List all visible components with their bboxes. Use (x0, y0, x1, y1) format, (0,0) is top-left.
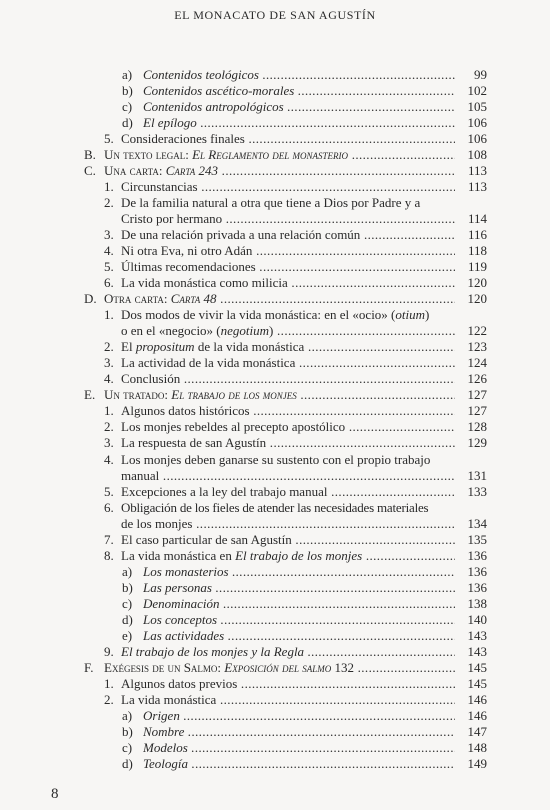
toc-page-number: 127 (467, 387, 487, 402)
title-part: de la vida monástica (194, 339, 305, 354)
toc-title: Las actividades ..... (143, 628, 455, 646)
section-work: El Reglamento del monasterio (192, 147, 349, 162)
running-head: EL MONACATO DE SAN AGUSTÍN (174, 8, 376, 22)
toc-page-number: 106 (467, 115, 487, 130)
toc-title: Modelos ..... (143, 740, 455, 758)
toc-page-number: 140 (467, 612, 487, 627)
toc-page-number: 114 (467, 211, 487, 226)
toc-marker: d) (122, 612, 133, 627)
toc-title: Conclusión ..... (121, 371, 455, 389)
toc-title: Circunstancias ..... (121, 179, 455, 197)
toc-title: Los conceptos ..... (143, 612, 455, 630)
toc-marker: d) (122, 115, 133, 130)
toc-section-letter: C. (84, 163, 96, 178)
title-latin: negotium (220, 323, 270, 338)
toc-page-number: 148 (467, 740, 487, 755)
toc-page-number: 134 (467, 516, 487, 531)
toc-title: Algunos datos previos ..... (121, 676, 455, 694)
toc-marker: 1. (104, 307, 114, 322)
title-part: El (121, 339, 136, 354)
toc-title: La actividad de la vida monástica ..... (121, 355, 455, 373)
toc-title-line (121, 307, 429, 323)
toc-page-number: 146 (467, 708, 487, 723)
toc-page-number: 120 (467, 275, 487, 290)
section-work: Carta 243 (165, 163, 219, 178)
toc-section-letter: D. (84, 291, 97, 306)
toc-marker: e) (122, 628, 133, 643)
title-part: ) (425, 307, 430, 322)
toc-title: Los monjes rebeldes al precepto apostólico ..... (121, 419, 455, 437)
toc-marker: 1. (104, 676, 114, 691)
toc-title: Contenidos teológicos ..... (143, 67, 455, 85)
toc-title: El epílogo ..... (143, 115, 455, 133)
toc-title: La vida monástica ..... (121, 692, 455, 710)
toc-marker: a) (122, 564, 133, 579)
toc-page-number: 135 (467, 532, 487, 547)
toc-page-number: 136 (467, 580, 487, 595)
section-type: Exégesis de un Salmo: (104, 660, 225, 675)
section-type: Una carta: (104, 163, 166, 178)
toc-title: Teología ..... (143, 756, 455, 774)
toc-title: Algunos datos históricos ..... (121, 403, 455, 421)
toc-marker: c) (122, 740, 133, 755)
toc-title: Las personas ..... (143, 580, 455, 598)
toc-marker: d) (122, 756, 133, 771)
toc-page-number: 122 (467, 323, 487, 338)
section-number: 132 (331, 660, 354, 675)
toc-page-number: 145 (467, 660, 487, 675)
section-type: Un texto legal: (104, 147, 193, 162)
toc-title: Denominación ..... (143, 596, 455, 614)
toc-page-number: 120 (467, 291, 487, 306)
toc-marker: 3. (104, 227, 114, 242)
toc-marker: a) (122, 67, 133, 82)
toc-marker: 4. (104, 371, 114, 386)
toc-marker: 2. (104, 692, 114, 707)
toc-entry (0, 435, 550, 453)
toc-marker: 5. (104, 484, 114, 499)
toc-page-number: 129 (467, 435, 487, 450)
toc-title: La respuesta de san Agustín ..... (121, 435, 455, 453)
toc-marker: 3. (104, 435, 114, 450)
toc-entry (0, 756, 550, 774)
title-part: o en el «negocio» ( (121, 323, 221, 338)
toc-section-letter: E. (84, 387, 96, 402)
toc-page-number: 136 (467, 564, 487, 579)
title-part: ) (269, 323, 274, 338)
title-part: La vida monástica en (121, 548, 236, 563)
title-latin: propositum (135, 339, 195, 354)
toc-title: El caso particular de san Agustín ..... (121, 532, 455, 550)
toc-marker: 6. (104, 275, 114, 290)
toc-marker: 7. (104, 532, 114, 547)
toc-page-number: 133 (467, 484, 487, 499)
toc-title: de los monjes ..... (121, 516, 455, 534)
title-part: Dos modos de vivir la vida monástica: en el «ocio» ( (121, 307, 396, 322)
toc-page-number: 131 (467, 468, 487, 483)
toc-title: Origen ..... (143, 708, 455, 726)
toc-page-number: 123 (467, 339, 487, 354)
toc-page-number: 126 (467, 371, 487, 386)
toc-title: Contenidos antropológicos ..... (143, 99, 455, 117)
toc-title: Los monasterios ..... (143, 564, 455, 582)
toc-page-number: 136 (467, 548, 487, 563)
toc-page-number: 128 (467, 419, 487, 434)
toc-section-letter: B. (84, 147, 96, 162)
toc-page-number: 113 (467, 179, 487, 194)
toc-title: Últimas recomendaciones ..... (121, 259, 455, 277)
toc-page-number: 146 (467, 692, 487, 707)
section-type: Un tratado: (104, 387, 172, 402)
toc-section-letter: F. (84, 660, 94, 675)
toc-page-number: 99 (474, 67, 487, 82)
toc-title: Ni otra Eva, ni otro Adán ..... (121, 243, 455, 261)
title-work: El trabajo de los monjes (235, 548, 363, 563)
toc-page-number: 138 (467, 596, 487, 611)
toc-page-number: 149 (467, 756, 487, 771)
toc-title: Consideraciones finales ..... (121, 131, 455, 149)
section-work: Carta 48 (170, 291, 217, 306)
toc-page-number: 108 (467, 147, 487, 162)
toc-title-line: Obligación de los fieles de atender las necesidades materiales (121, 500, 429, 515)
toc-marker: 8. (104, 548, 114, 563)
toc-page-number: 147 (467, 724, 487, 739)
toc-page-number: 124 (467, 355, 487, 370)
toc-marker: 1. (104, 179, 114, 194)
toc-marker: 3. (104, 355, 114, 370)
toc-marker: c) (122, 596, 133, 611)
toc-page-number: 145 (467, 676, 487, 691)
toc-title: Cristo por hermano ..... (121, 211, 455, 229)
toc-marker: b) (122, 83, 133, 98)
toc-marker: 2. (104, 339, 114, 354)
toc-marker: 5. (104, 131, 114, 146)
toc-marker: 9. (104, 644, 114, 659)
toc-title: Contenidos ascético-morales ..... (143, 83, 455, 101)
toc-page-number: 143 (467, 644, 487, 659)
section-work: Exposición del salmo (224, 660, 332, 675)
toc-title: De una relación privada a una relación común ..... (121, 227, 455, 245)
toc-marker: 2. (104, 419, 114, 434)
toc-marker: c) (122, 99, 133, 114)
toc-title-line: De la familia natural a otra que tiene a Dios por Padre y a (121, 195, 421, 210)
toc-title: El trabajo de los monjes y la Regla ..... (121, 644, 455, 662)
toc-marker: 4. (104, 243, 114, 258)
toc-page-number: 102 (467, 83, 487, 98)
toc-page-number: 105 (467, 99, 487, 114)
toc-marker: a) (122, 708, 133, 723)
toc-marker: 1. (104, 403, 114, 418)
toc-page-number: 106 (467, 131, 487, 146)
toc-marker: 2. (104, 195, 114, 210)
title-latin: otium (395, 307, 426, 322)
toc-marker: b) (122, 724, 133, 739)
page-number: 8 (51, 786, 59, 802)
toc-page-number: 113 (467, 163, 487, 178)
toc-page-number: 127 (467, 403, 487, 418)
toc-page-number: 116 (467, 227, 487, 242)
toc-page-number: 143 (467, 628, 487, 643)
toc-title: Nombre ..... (143, 724, 455, 742)
section-type: Otra carta: (104, 291, 171, 306)
toc-title-line: Los monjes deben ganarse su sustento con el propio trabajo (121, 452, 431, 467)
toc-marker: 4. (104, 452, 114, 467)
toc-title: La vida monástica como milicia ..... (121, 275, 455, 293)
toc-marker: 5. (104, 259, 114, 274)
toc-marker: 6. (104, 500, 114, 515)
toc-title: Excepciones a la ley del trabajo manual ..... (121, 484, 455, 502)
toc-marker: b) (122, 580, 133, 595)
toc-page-number: 119 (467, 259, 487, 274)
toc-page-number: 118 (467, 243, 487, 258)
section-work: El trabajo de los monjes (171, 387, 297, 402)
toc-title: manual ..... (121, 468, 455, 486)
